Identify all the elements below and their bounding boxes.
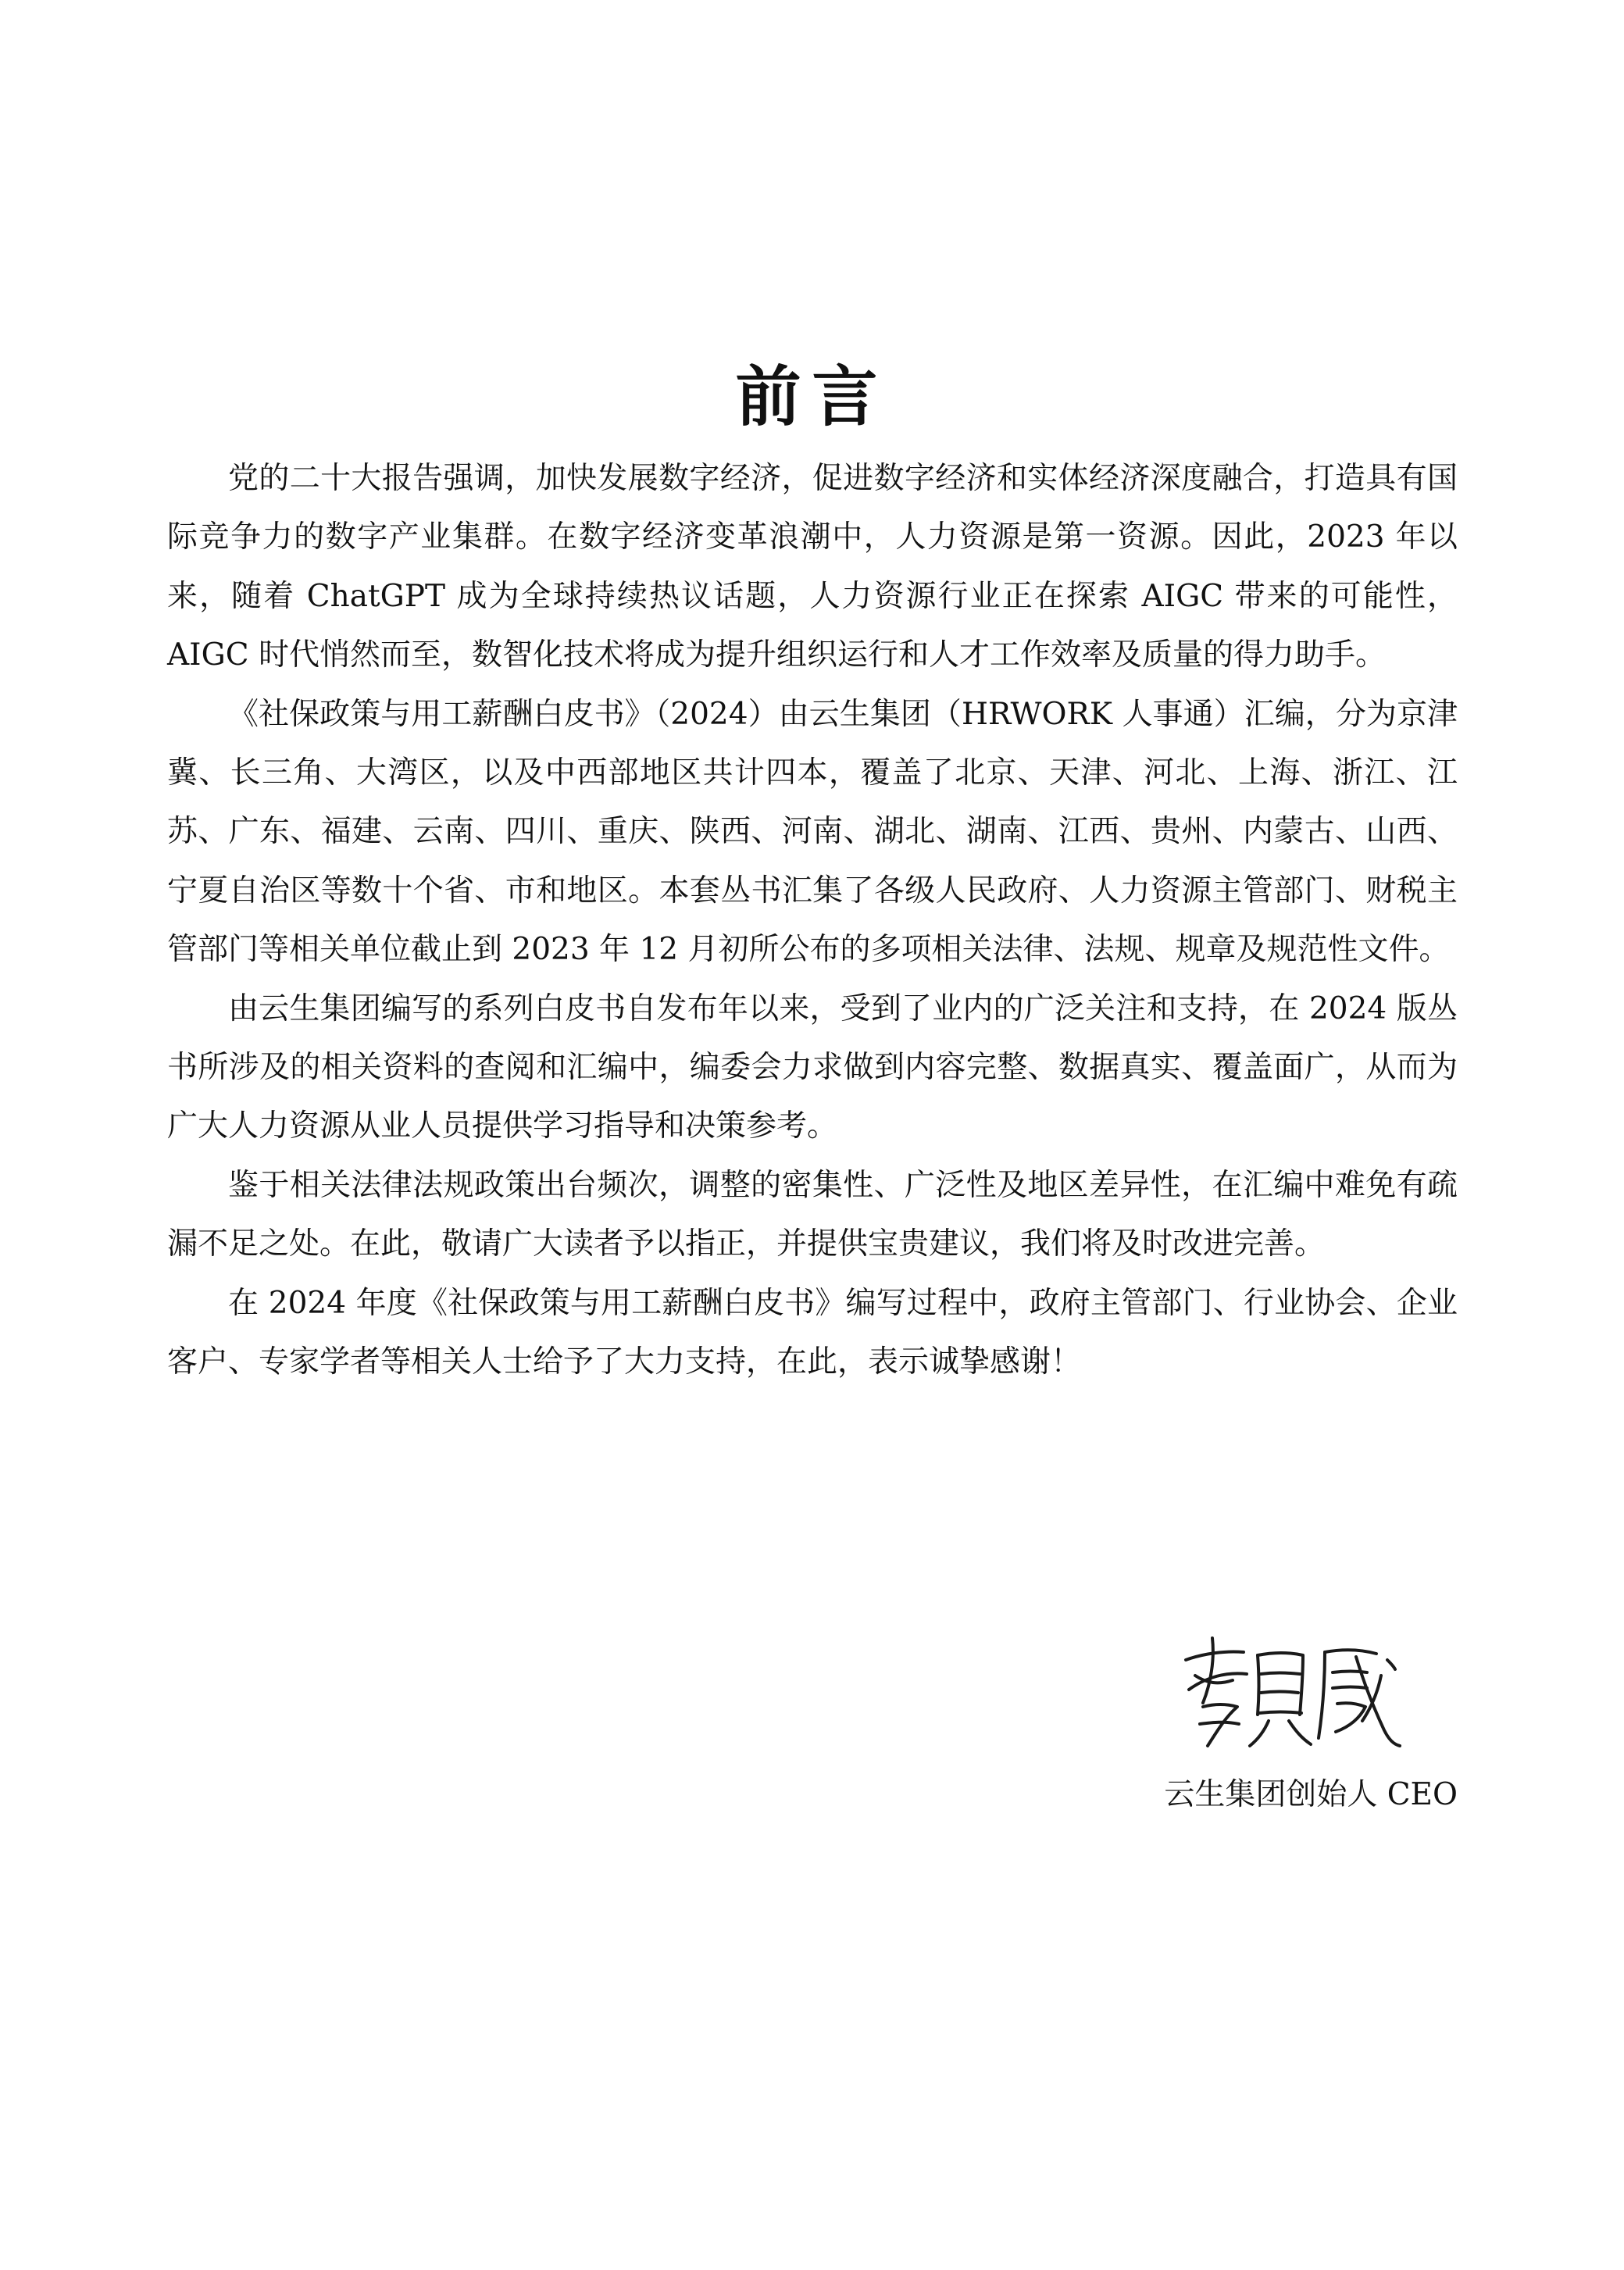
page-title: 前言 <box>735 359 889 436</box>
author-title: 云生集团创始人 CEO <box>1164 1777 1458 1812</box>
paragraph-4: 鉴于相关法律法规政策出台频次，调整的密集性、广泛性及地区差异性，在汇编中难免有疏漏不足之处。在此，敬请广大读者予以指正，并提供宝贵建议，我们将及时改进完善。 <box>167 1167 1458 1262</box>
paragraph-5: 在 2024 年度《社保政策与用工薪酬白皮书》编写过程中，政府主管部门、行业协会、企业客户、专家学者等相关人士给予了大力支持，在此，表示诚挚感谢！ <box>167 1285 1458 1380</box>
signature-drawing <box>1172 1629 1406 1758</box>
paragraph-1: 党的二十大报告强调，加快发展数字经济，促进数字经济和实体经济深度融合，打造具有国际竞争力的数字产业集群。在数字经济变革浪潮中，人力资源是第一资源。因此，2023 年以来，随着 ChatGPT 成为全球持续热议话题，人力资源行业正在探索 AIGC 带来的可能性，AIGC 时代悄然而至，数智化技术将成为提升组织运行和人才工作效率及质量的得力助手。 <box>167 461 1458 673</box>
paragraph-2: 《社保政策与用工薪酬白皮书》（2024）由云生集团（HRWORK 人事通）汇编，分为京津冀、长三角、大湾区，以及中西部地区共计四本，覆盖了北京、天津、河北、上海、浙江、江苏、广东、福建、云南、四川、重庆、陕西、河南、湖北、湖南、江西、贵州、内蒙古、山西、宁夏自治区等数十个省、市和地区。本套丛书汇集了各级人民政府、人力资源主管部门、财税主管部门等相关单位截止到 2023 年 12 月初所公布的多项相关法律、法规、规章及规范性文件。 <box>167 696 1458 968</box>
paragraph-3: 由云生集团编写的系列白皮书自发布年以来，受到了业内的广泛关注和支持，在 2024 版丛书所涉及的相关资料的查阅和汇编中，编委会力求做到内容完整、数据真实、覆盖面广，从而为广大人力资源从业人员提供学习指导和决策参考。 <box>167 990 1458 1144</box>
preface-body <box>167 449 1458 1392</box>
handwritten-signature <box>1172 1629 1406 1758</box>
